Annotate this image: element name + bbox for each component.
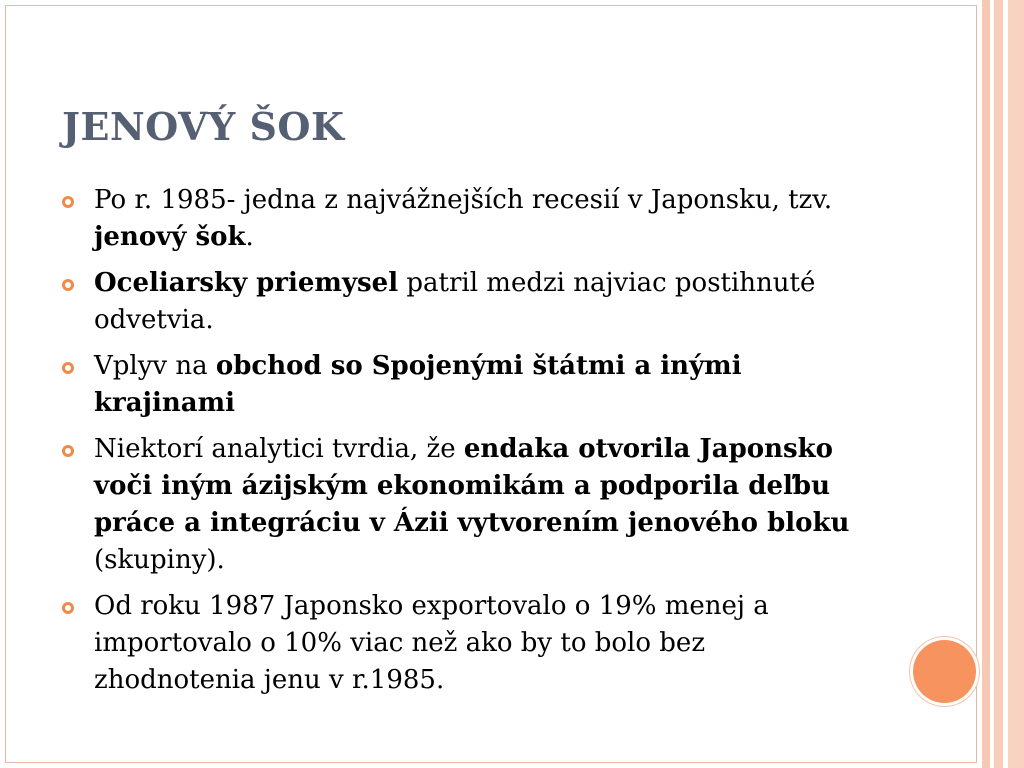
- decorative-stripe: [1008, 0, 1024, 768]
- decorative-orange-circle-icon: [913, 640, 976, 703]
- decorative-stripe: [982, 0, 990, 768]
- bullet-circle-icon: [62, 279, 74, 291]
- bullet-item: [62, 182, 872, 256]
- bullet-circle-icon: [62, 602, 74, 614]
- bullet-list: [62, 182, 872, 708]
- slide-title: JENOVÝ ŠOK: [62, 104, 345, 149]
- bullet-item: [62, 431, 872, 579]
- bullet-text: Od roku 1987 Japonsko exportovalo o 19% menej a importovalo o 10% viac než ako by to bolo bez zhodnotenia jenu v r.1985.: [94, 591, 769, 695]
- bullet-item: [62, 588, 872, 699]
- bullet-text: Niektorí analytici tvrdia, že endaka otvorila Japonsko voči iným ázijským ekonomikám a podporila deľbu práce a integráciu v Ázii vytvorením jenového bloku (skupiny).: [94, 434, 850, 575]
- bullet-text: Vplyv na obchod so Spojenými štátmi a inými krajinami: [94, 351, 742, 418]
- bullet-text: Po r. 1985- jedna z najvážnejších recesií v Japonsku, tzv. jenový šok.: [94, 185, 833, 252]
- decorative-stripe: [994, 0, 1003, 768]
- bullet-item: [62, 348, 872, 422]
- bullet-item: [62, 265, 872, 339]
- bullet-text: Oceliarsky priemysel patril medzi najviac postihnuté odvetvia.: [94, 268, 816, 335]
- bullet-circle-icon: [62, 196, 74, 208]
- bullet-circle-icon: [62, 445, 74, 457]
- bullet-circle-icon: [62, 362, 74, 374]
